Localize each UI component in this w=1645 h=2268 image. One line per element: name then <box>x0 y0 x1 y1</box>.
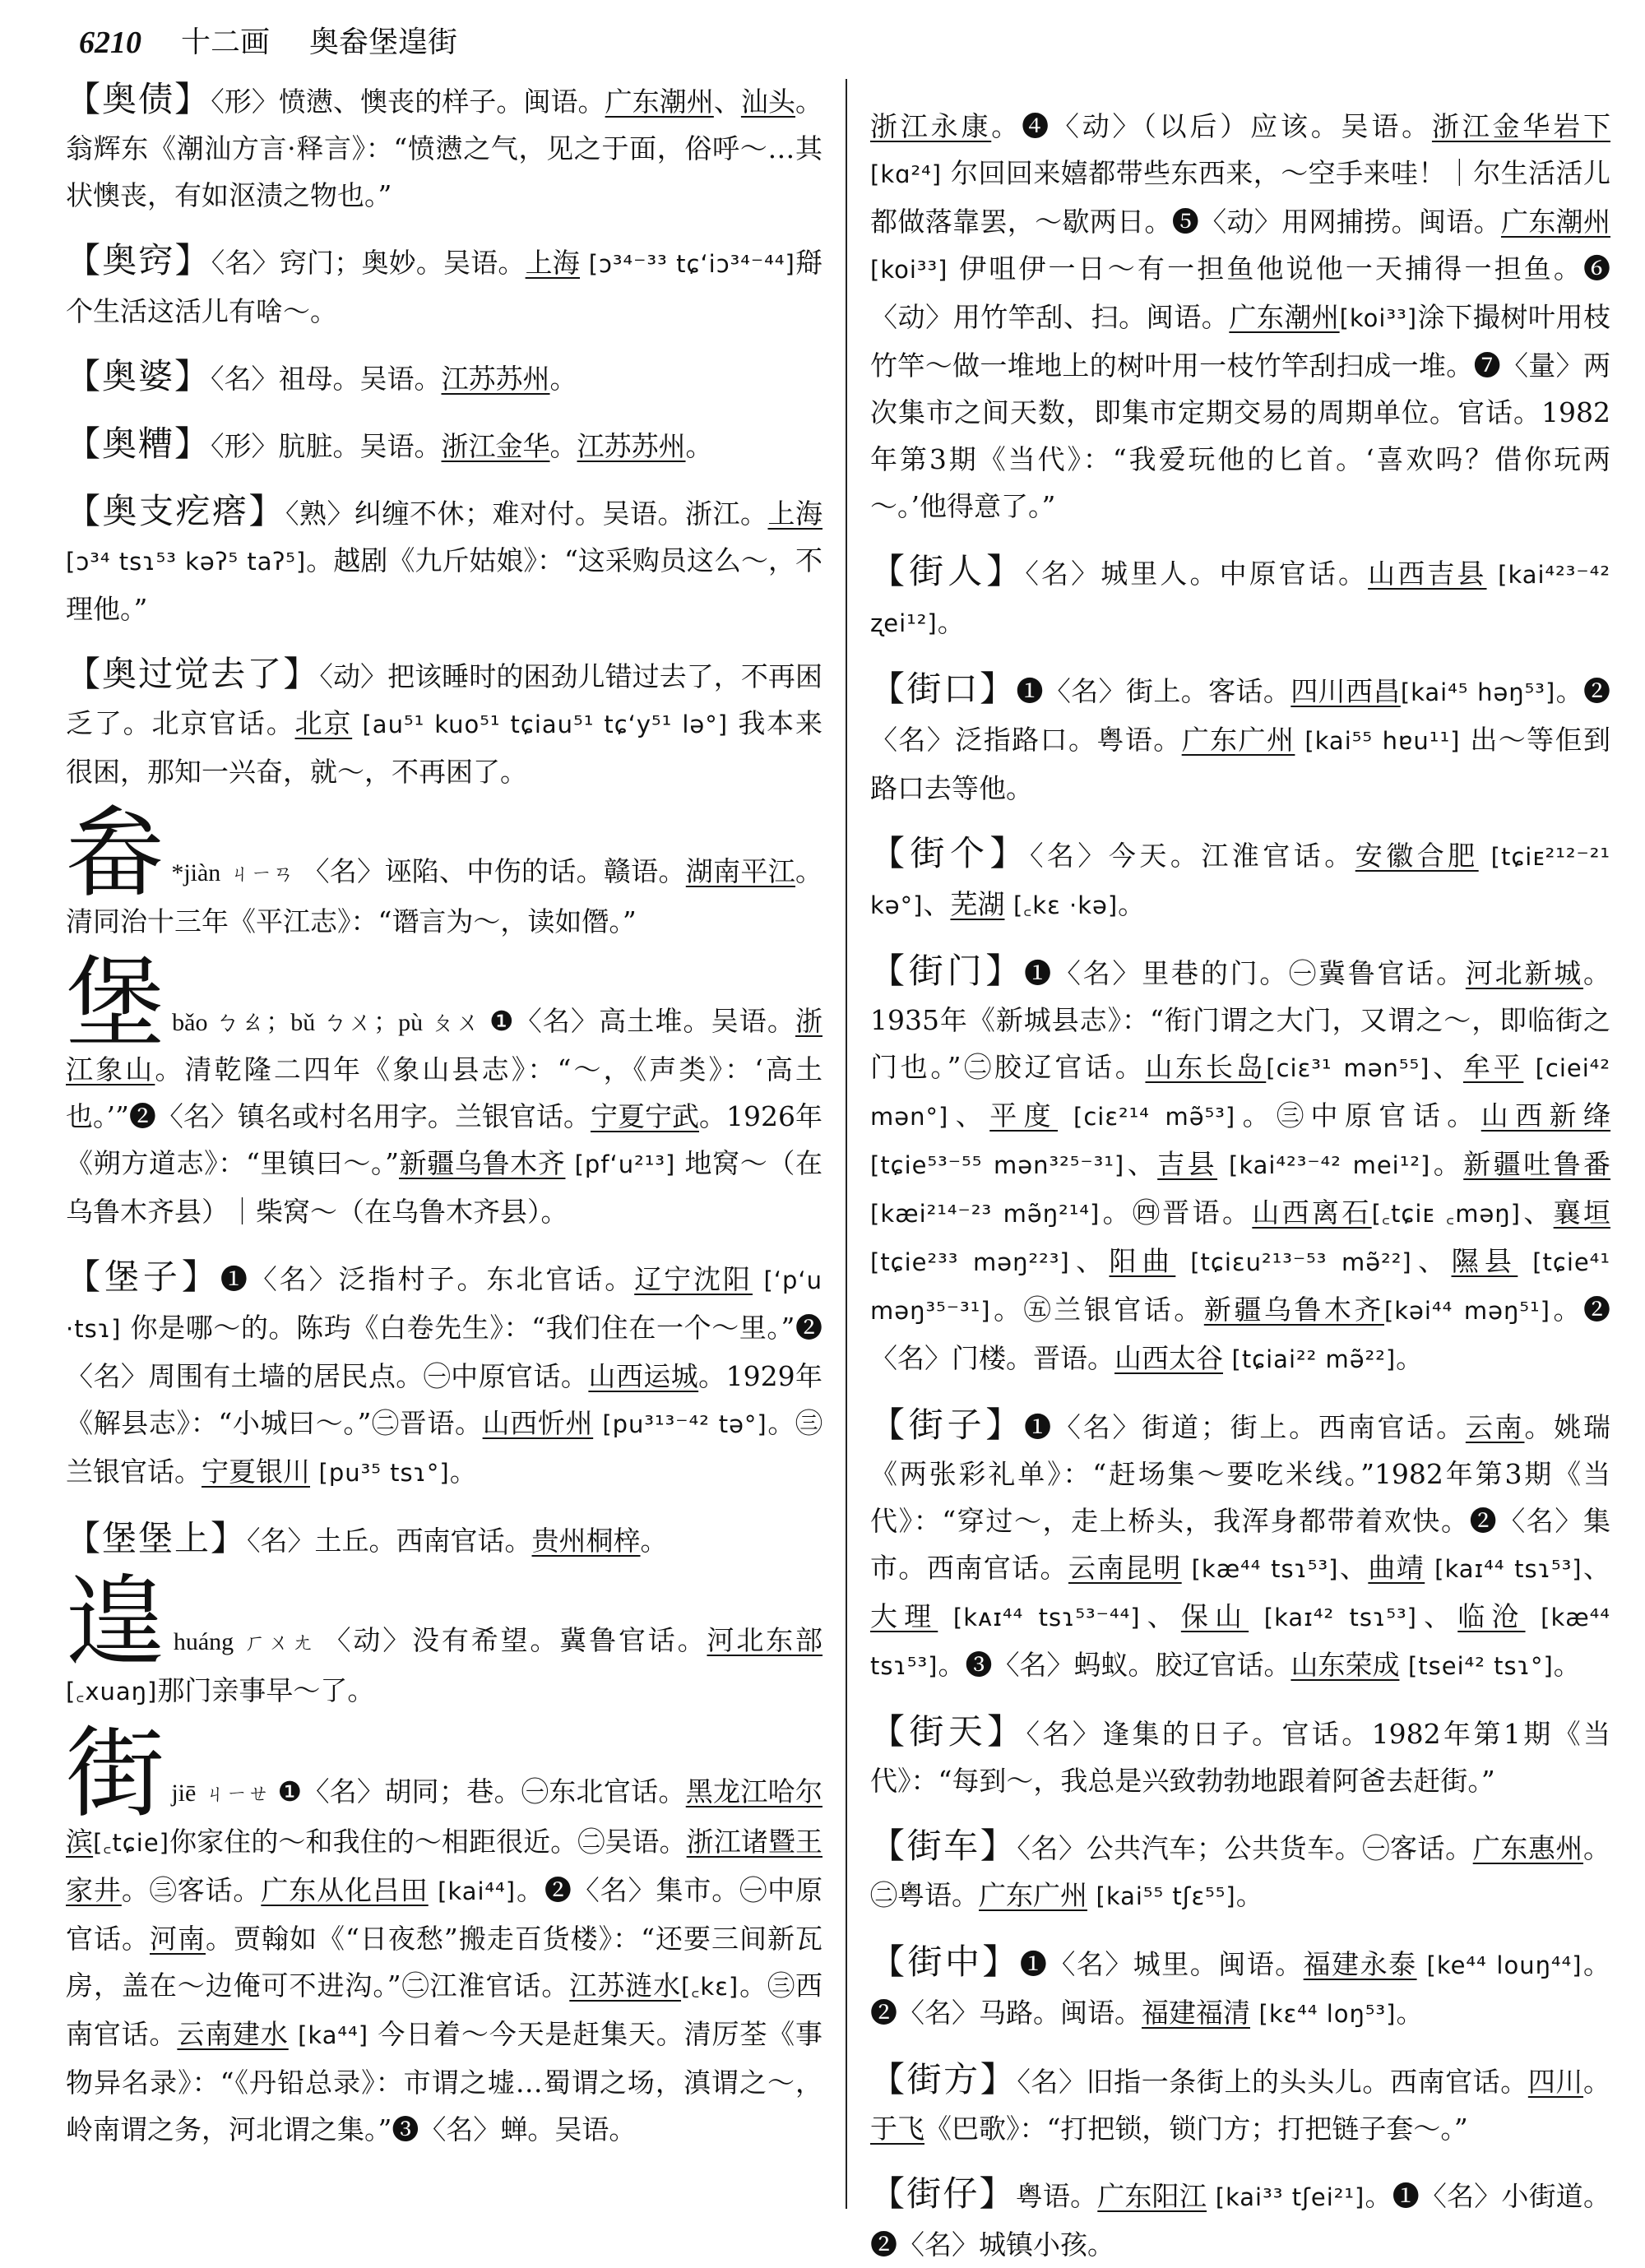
pronunciation: [kai⁵⁵ hɐu¹¹] <box>1304 727 1461 755</box>
definition: 粤语。 <box>1015 2180 1098 2212</box>
location: 福建永泰 <box>1303 1948 1417 1980</box>
headword: 【奥支疙瘩】 <box>66 491 285 531</box>
definition: 尔回回来嬉都带些东西来，～空手来哇！｜尔生活活儿都做落靠罢，～歇两日。❺〈动〉用网捕捞。闽语。 <box>870 157 1611 238</box>
headword: 【堡子】 <box>66 1257 220 1297</box>
entry-aozhai <box>66 76 822 219</box>
pronunciation: [koi³³] <box>870 256 948 284</box>
stroke-count: 十二画 <box>181 25 271 59</box>
pronunciation: [kaɪ⁴⁴ tsɿ⁵³] <box>1434 1555 1582 1583</box>
definition: ❶〈名〉里巷的门。㊀冀鲁官话。 <box>1024 957 1466 989</box>
char-entry-huang <box>66 1566 823 1715</box>
pronunciation: [tɕiɛu²¹³⁻⁵³ mə̃²²] <box>1190 1248 1412 1276</box>
definition: 〈名〉逢集的日子。官话。1982年第1期《当代》：“每到～，我总是兴致勃勃地跟着阿爸去赶街。” <box>870 1718 1610 1797</box>
location: 辽宁沈阳 <box>634 1263 753 1295</box>
page-number: 6210 <box>79 25 141 60</box>
location: 广东惠州 <box>1472 1832 1584 1864</box>
headword: 【奥窍】 <box>66 240 211 280</box>
location: 浙江金华 <box>441 430 550 462</box>
location: 云南 <box>1465 1411 1525 1443</box>
pronunciation: [pu³¹³⁻⁴² tə°] <box>602 1410 767 1438</box>
location: 吉县 <box>1157 1148 1218 1180</box>
location: 河北东部 <box>707 1624 823 1656</box>
column-divider <box>846 79 847 2209</box>
separator: 、 <box>1430 1051 1463 1083</box>
location: 牟平 <box>1462 1051 1524 1083</box>
location: 江苏涟水 <box>569 1969 682 2002</box>
definition: 。❷〈名〉泛指路口。粤语。 <box>870 675 1611 756</box>
separator: 、 <box>1411 1245 1452 1277</box>
pronunciation: [꜀tɕiᴇ ꜀məŋ] <box>1371 1200 1521 1228</box>
location: 汕头 <box>740 86 796 118</box>
definition: 。㊄兰银官话。 <box>990 1294 1204 1326</box>
location: 河南 <box>150 1923 206 1955</box>
definition: 。姚瑞《两张彩礼单》：“赶场集～要吃米线。”1982年第3期《当代》：“穿过～，走上桥头，我浑身都带着欢快。❷〈名〉集市。西南官话。 <box>870 1411 1611 1584</box>
entry-jiege <box>870 830 1610 929</box>
separator: 、 <box>1582 1552 1611 1584</box>
definition: 。❷〈名〉马路。闽语。 <box>870 1948 1611 2029</box>
pronunciation: [ciei⁴² mən°] <box>870 1054 1611 1131</box>
separator: 、 <box>948 1099 990 1132</box>
location: 保山 <box>1180 1600 1249 1632</box>
location: 临沧 <box>1457 1600 1526 1632</box>
definition: 。❸〈名〉蚂蚁。胶辽官话。 <box>938 1649 1291 1681</box>
pronunciation: [꜀kɛ] <box>681 1973 739 2001</box>
definition: 。 <box>549 363 577 395</box>
location: 四川西昌 <box>1291 675 1401 707</box>
pronunciation: [kai⁵⁵ tʃɛ⁵⁵] <box>1096 1882 1236 1910</box>
location: 云南建水 <box>177 2018 289 2050</box>
location: 四川 <box>1527 2066 1584 2098</box>
bopomofo: ㄐㄧㄢ <box>229 862 294 886</box>
pronunciation: [꜀tɕie] <box>93 1829 169 1857</box>
entry-jiemen <box>870 947 1610 1383</box>
pronunciation: [kæi²¹⁴⁻²³ mə̃ŋ²¹⁴] <box>870 1200 1101 1228</box>
pronunciation: [ʻpʻu ·tsɿ] <box>66 1266 823 1343</box>
location: 山西太谷 <box>1114 1342 1223 1374</box>
location: 浙江诸暨王家井 <box>66 1826 823 1906</box>
definition: 。 <box>1430 1148 1464 1180</box>
char-entry-bao <box>66 947 822 1235</box>
location: 广东广州 <box>1181 724 1295 756</box>
separator: 、 <box>713 86 741 118</box>
headword: 【奥婆】 <box>66 356 211 396</box>
headword: 【奥债】 <box>66 79 211 119</box>
location: 宁夏银川 <box>202 1456 310 1488</box>
definition: 。 <box>1553 1649 1581 1681</box>
headword: 【街仔】 <box>870 2173 1016 2214</box>
definition: 〈名〉祖母。吴语。 <box>211 363 442 395</box>
definition: ❶〈名〉城里。闽语。 <box>1019 1948 1304 1980</box>
location: 山东荣成 <box>1291 1649 1400 1681</box>
definition: 搿个生活这活儿有啥～。 <box>66 247 822 327</box>
location: 浙江金华岩下 <box>1431 110 1610 142</box>
definition: ❶〈名〉泛指村子。东北官话。 <box>220 1263 635 1295</box>
pronunciation: [tɕiᴇ²¹²⁻²¹ kə°] <box>870 843 1611 919</box>
definition: 。㊁粤语。 <box>870 1832 1611 1911</box>
location: 上海 <box>525 247 580 279</box>
entry-jiefang <box>870 2056 1610 2152</box>
char-entry-jian <box>66 797 823 945</box>
entry-aoguojiao <box>66 650 822 795</box>
headword: 【街车】 <box>870 1826 1017 1866</box>
definition: 。清乾隆二四年《象山县志》：“～，《声类》：‘高土也。’”❷〈名〉镇名或村名用字。兰银官话。 <box>66 1053 822 1132</box>
location: 贵州桐梓 <box>531 1525 641 1557</box>
definition: 。翁辉东《潮汕方言·释言》：“愤懑之气，见之于面，俗呼～…其状懊丧，有如沤渍之物也。” <box>66 86 823 211</box>
pronunciation: [kai⁴²³⁻⁴² mei¹²] <box>1229 1151 1431 1179</box>
definition: 你家住的～和我住的～相距很近。㊁吴语。 <box>169 1826 687 1858</box>
definition: 〈动〉没有希望。冀鲁官话。 <box>323 1624 707 1656</box>
location: 隰县 <box>1451 1245 1518 1277</box>
entry-jieche <box>870 1822 1610 1920</box>
location: 安徽合肥 <box>1355 840 1479 872</box>
pronunciation: [pfʻu²¹³] <box>574 1150 676 1178</box>
pronunciation: [tɕiai²² mə̃²²] <box>1231 1345 1397 1373</box>
head-character: 遑 <box>66 1566 167 1680</box>
definition: ❶〈名〉街上。客话。 <box>1016 675 1291 707</box>
location: 福建福清 <box>1142 1997 1250 2029</box>
location: 山西忻州 <box>482 1407 594 1439</box>
entry-baozi <box>66 1253 822 1497</box>
headword: 【街子】 <box>870 1405 1025 1445</box>
pronunciation: [ka⁴⁴] <box>298 2021 369 2049</box>
location: 云南昆明 <box>1068 1552 1182 1584</box>
definition: 。 <box>1118 888 1146 920</box>
location: 新疆乌鲁木齐 <box>1203 1294 1384 1326</box>
pronunciation: [tɕie⁵³⁻⁵⁵ mən³²⁵⁻³¹] <box>870 1151 1125 1179</box>
definition: 。1929年《解县志》：“小城曰～。”㊁晋语。 <box>66 1360 823 1439</box>
pronunciation: [ke⁴⁴ louŋ⁴⁴] <box>1426 1951 1582 1979</box>
location: 曲靖 <box>1368 1552 1425 1584</box>
entry-jietian <box>870 1708 1610 1804</box>
pronunciation: [koi³³] <box>1339 304 1418 332</box>
pronunciation: [꜀xuaŋ] <box>66 1678 158 1706</box>
definition: 。❹〈动〉（以后）应该。吴语。 <box>991 110 1432 142</box>
definition: 。 <box>1396 1342 1424 1374</box>
pronunciation: [kæ⁴⁴ tsɿ⁵³] <box>870 1604 1610 1680</box>
location: 襄垣 <box>1553 1196 1610 1229</box>
entry-aopo <box>66 353 822 402</box>
location: 江苏苏州 <box>577 430 686 462</box>
definition: 〈动〉把该睡时的困劲儿错过去了，不再困乏了。北京官话。 <box>66 660 822 739</box>
pronunciation: [kɑ²⁴] <box>870 160 943 188</box>
author: 于飞 <box>870 2113 924 2145</box>
location: 大理 <box>870 1600 938 1632</box>
bopomofo: ㄏㄨㄤ <box>242 1631 316 1655</box>
separator: 、 <box>923 888 951 920</box>
pronunciation: [kai⁴⁴] <box>438 1877 517 1905</box>
location: 河北新城 <box>1465 957 1584 989</box>
definition: 〈形〉肮脏。吴语。 <box>211 430 442 462</box>
pinyin: bǎo ㄅㄠ；bǔ ㄅㄨ；pù ㄆㄨ <box>172 1009 482 1036</box>
location: 新疆乌鲁木齐 <box>399 1147 566 1179</box>
location: 山西运城 <box>588 1360 699 1392</box>
definition: 。❶〈名〉小街道。❷〈名〉城镇小孩。 <box>870 2180 1610 2261</box>
location: 上海 <box>767 498 822 530</box>
separator: 、 <box>1140 1600 1181 1632</box>
headword: 【街中】 <box>870 1942 1020 1982</box>
definition: 。㊂西南官话。 <box>66 1969 823 2050</box>
definition: 出～等佢到路口去等他。 <box>870 724 1611 804</box>
pronunciation: [kai³³ tʃei²¹] <box>1215 2183 1365 2211</box>
location: 新疆吐鲁番 <box>1463 1148 1611 1180</box>
headword: 【街口】 <box>870 669 1017 709</box>
pronunciation: [꜀kɛ ·kə] <box>1012 891 1119 919</box>
headword: 【堡堡上】 <box>66 1518 248 1558</box>
definition: 。 <box>1583 2066 1611 2098</box>
location: 宁夏宁武 <box>590 1100 699 1132</box>
definition: 。㊂兰银官话。 <box>66 1407 823 1488</box>
definition: 。 <box>640 1525 668 1557</box>
location: 北京 <box>294 707 353 739</box>
location: 平度 <box>989 1099 1059 1132</box>
pronunciation: [kai⁴⁵ həŋ⁵³] <box>1400 678 1556 706</box>
pronunciation: [tɕie⁴¹ məŋ³⁵⁻³¹] <box>870 1248 1611 1325</box>
definition: 。❷〈名〉集市。㊀中原官话。 <box>66 1874 823 1955</box>
pronunciation: [kæ⁴⁴ tsɿ⁵³] <box>1191 1555 1339 1583</box>
headword: 【街个】 <box>870 833 1030 873</box>
head-character: 街 <box>66 1717 165 1831</box>
pinyin: huáng <box>173 1628 234 1655</box>
separator: 、 <box>1416 1600 1458 1632</box>
location: 山西新绛 <box>1480 1099 1611 1132</box>
location: 山西吉县 <box>1368 558 1487 590</box>
pronunciation: [kaɪ⁴² tsɿ⁵³] <box>1263 1604 1417 1632</box>
entry-aoqiao <box>66 237 822 335</box>
head-character: 堡 <box>66 947 166 1061</box>
location: 阳曲 <box>1109 1245 1176 1277</box>
pinyin: jiē <box>171 1780 197 1807</box>
definition: 伊咀伊一日～有一担鱼他说他一天捕得一担鱼。❻〈动〉用竹竿刮、扫。闽语。 <box>870 252 1611 333</box>
entry-aozhi-geda <box>66 488 822 632</box>
definition: 。清同治十三年《平江志》：“谮言为～，读如僭。” <box>66 855 823 937</box>
separator: 、 <box>1124 1148 1158 1180</box>
location: 浙江象山 <box>66 1005 822 1085</box>
entry-continuation <box>870 103 1610 530</box>
separator: 、 <box>1338 1552 1369 1584</box>
separator: 。 <box>549 430 577 462</box>
left-column <box>66 76 822 2206</box>
pinyin: *jiàn <box>171 859 221 886</box>
head-character: 畚 <box>66 797 165 911</box>
pronunciation: [ɔ³⁴⁻³³ tɕʻiɔ³⁴⁻⁴⁴] <box>588 250 795 278</box>
headword: 【街人】 <box>870 551 1026 591</box>
separator: 、 <box>1069 1245 1110 1277</box>
entry-jieren <box>870 548 1610 647</box>
definition: 〈名〉城里人。中原官话。 <box>1025 558 1369 590</box>
location: 浙江永康 <box>870 110 992 142</box>
headword: 【街方】 <box>870 2059 1017 2099</box>
definition: 你是哪～的。陈玙《白卷先生》：“我们住在一个～里。”❷〈名〉周围有土墙的居民点。㊀中原官话。 <box>66 1312 822 1392</box>
definition: 〈名〉诬陷、中伤的话。赣语。 <box>302 855 686 887</box>
location: 黑龙江哈尔滨 <box>66 1775 822 1858</box>
definition: 〈名〉今天。江淮官话。 <box>1029 840 1355 872</box>
definition: 〈名〉旧指一条街上的头头儿。西南官话。 <box>1017 2066 1528 2098</box>
pronunciation: [kɛ⁴⁴ loŋ⁵³] <box>1258 2000 1397 2028</box>
location: 广东潮州 <box>605 86 714 118</box>
definition: 。1926年《朔方道志》：“里镇曰～。” <box>66 1100 822 1179</box>
bopomofo: ㄐㄧㄝ <box>204 1782 270 1807</box>
definition: ❶〈名〉街道；街上。西南官话。 <box>1024 1411 1466 1443</box>
separator: 、 <box>1520 1196 1554 1229</box>
definition: 〈名〉土丘。西南官话。 <box>247 1525 532 1557</box>
entry-jiezai <box>870 2170 1610 2268</box>
pronunciation: [ɔ³⁴ tsɿ⁵³ kəʔ⁵ taʔ⁵] <box>66 548 307 576</box>
definition: 〈名〉窍门；奥妙。吴语。 <box>211 247 526 279</box>
location: 广东潮州 <box>1229 301 1340 333</box>
definition: 。 <box>1235 1879 1263 1911</box>
definition: 。越剧《九斤姑娘》：“这采购员这么～，不理他。” <box>66 544 823 625</box>
definition: 今日着～今天是赶集天。清厉荃《事物异名录》：“《丹铅总录》：市谓之墟…蜀谓之场，滇谓之～，岭南谓之务，河北谓之集。”❸〈名〉蝉。吴语。 <box>66 2018 823 2145</box>
location: 山东长岛 <box>1145 1051 1267 1083</box>
definition: 。贾翰如《“日夜愁”搬走百货楼》：“还要三间新瓦房，盖在～边俺可不进沟。”㊁江淮官话。 <box>66 1923 823 2002</box>
location: 山西离石 <box>1252 1196 1372 1229</box>
definition: 。 <box>937 606 965 638</box>
pronunciation: [kai⁴²³⁻⁴² ʐei¹²] <box>870 561 1610 637</box>
page-header <box>79 18 457 67</box>
location: 江苏苏州 <box>441 363 550 395</box>
definition: 。 <box>449 1456 477 1488</box>
header-characters: 奥畚堡遑街 <box>309 25 458 59</box>
pronunciation: [kəi⁴⁴ məŋ⁵¹] <box>1383 1297 1550 1325</box>
headword: 【奥糟】 <box>66 424 211 464</box>
definition: 。 <box>1396 1997 1424 2029</box>
entry-baobaoshang <box>66 1515 822 1564</box>
location: 广东潮州 <box>1500 206 1611 238</box>
definition: 地窝～（在乌鲁木齐县）｜柴窝～（在乌鲁木齐县）。 <box>66 1147 822 1228</box>
pronunciation: [pu³⁵ tsɿ°] <box>318 1459 450 1487</box>
entry-jiekou <box>870 665 1610 812</box>
definition: 〈形〉愤懑、懊丧的样子。闽语。 <box>211 86 605 118</box>
pronunciation: [ciɛ²¹⁴ mə̃⁵³] <box>1073 1103 1236 1131</box>
definition: 。❷〈名〉门楼。晋语。 <box>870 1294 1611 1374</box>
definition: 。㊂客话。 <box>121 1874 262 1906</box>
entry-aozao <box>66 420 822 470</box>
headword: 【街门】 <box>870 951 1025 991</box>
definition: 涂下撮树叶用枝竹竿～做一堆地上的树叶用一枝竹竿刮扫成一堆。❼〈量〉两次集市之间天数，即集市定期交易的周期单位。官话。1982年第3期《当代》：“我爱玩他的匕首。‘喜欢吗？借你玩两～。’他得意了。” <box>870 301 1611 522</box>
entry-jiezi <box>870 1401 1610 1690</box>
location: 芜湖 <box>950 888 1005 920</box>
entry-jiezhong <box>870 1938 1610 2038</box>
pronunciation: [au⁵¹ kuo⁵¹ tɕiau⁵¹ tɕʻy⁵¹ lə°] <box>362 710 729 738</box>
definition: 。㊃晋语。 <box>1100 1196 1253 1229</box>
definition: 那门亲事早～了。 <box>157 1674 375 1706</box>
location: 湖南平江 <box>685 855 796 887</box>
pronunciation: [tɕie²³³ məŋ²²³] <box>870 1248 1070 1276</box>
definition: 〈名〉公共汽车；公共货车。㊀客话。 <box>1017 1832 1473 1864</box>
location: 广东广州 <box>979 1879 1087 1911</box>
headword: 【街天】 <box>870 1711 1026 1752</box>
definition: ❶〈名〉胡同；巷。㊀东北官话。 <box>277 1775 686 1807</box>
location: 广东从化吕田 <box>261 1874 429 1906</box>
definition: 。 <box>685 430 713 462</box>
definition: 《巴歌》：“打把锁，锁门方；打把链子套～。” <box>924 2113 1468 2145</box>
definition: 我本来很困，那知一兴奋，就～，不再困了。 <box>66 707 822 788</box>
char-entry-jie <box>66 1717 823 2153</box>
definition: 。1935年《新城县志》：“衔门谓之大门，又谓之～，即临街之门也。”㊁胶辽官话。 <box>870 957 1611 1083</box>
location: 广东阳江 <box>1097 2180 1207 2212</box>
pronunciation: [ciɛ³¹ mən⁵⁵] <box>1266 1054 1430 1082</box>
pronunciation: [tsei⁴² tsɿ°] <box>1407 1652 1554 1680</box>
headword: 【奥过觉去了】 <box>66 654 320 694</box>
definition: 〈熟〉纠缠不休；难对付。吴语。浙江。 <box>285 498 768 530</box>
pronunciation: [kᴀɪ⁴⁴ tsɿ⁵³⁻⁴⁴] <box>952 1604 1141 1632</box>
definition: ❶〈名〉高土堆。吴语。 <box>489 1005 795 1037</box>
right-column <box>870 76 1611 2261</box>
definition: 。㊂中原官话。 <box>1235 1099 1481 1132</box>
